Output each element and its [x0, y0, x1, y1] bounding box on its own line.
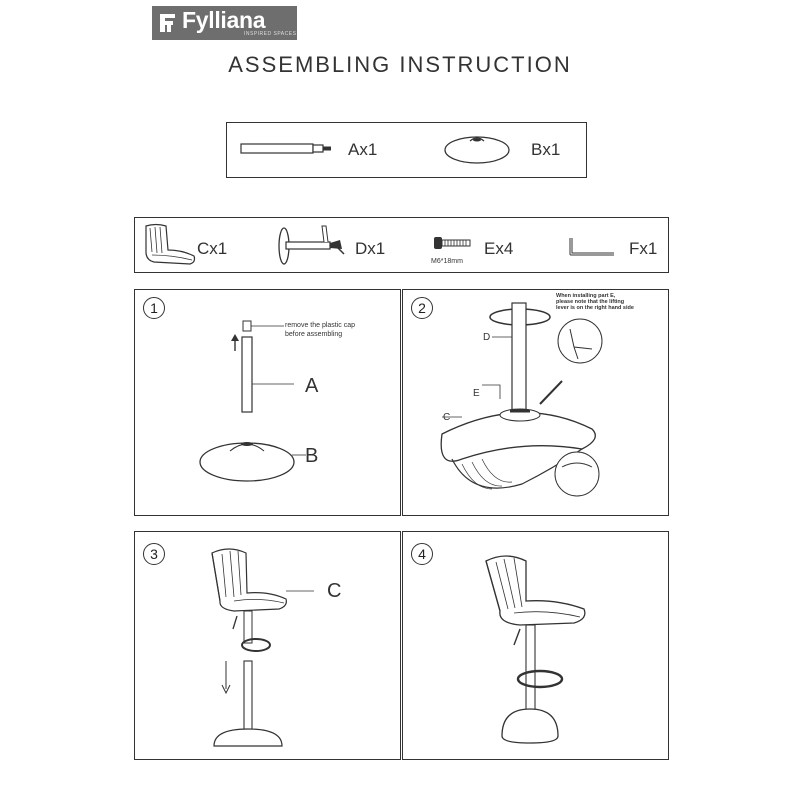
- page-title: ASSEMBLING INSTRUCTION: [228, 52, 572, 77]
- footrest-icon: [276, 222, 348, 268]
- step-2-label-d: D: [483, 332, 491, 343]
- part-f-label: Fx1: [629, 239, 658, 258]
- step-4-illustration: [402, 531, 667, 758]
- hex-key-icon: [568, 236, 618, 258]
- base-plate-icon: [442, 130, 512, 166]
- step-1-label-b: B: [305, 445, 319, 467]
- tube-icon: [240, 142, 335, 156]
- part-e-label: Ex4: [484, 239, 514, 258]
- brand-name: Fylliana: [182, 7, 266, 33]
- step-2-note: When installing part E, please note that the lifting lever is on the right hand side: [556, 293, 634, 311]
- step-1-number: 1: [143, 297, 165, 319]
- brand-logo: [152, 6, 297, 40]
- part-a-label: Ax1: [348, 140, 378, 159]
- screw-size-note: M6*18mm: [431, 258, 463, 265]
- step-2-label-c: C: [443, 412, 451, 423]
- step-3-number: 3: [143, 543, 165, 565]
- part-d-label: Dx1: [355, 239, 386, 258]
- step-1-illustration: [134, 289, 399, 514]
- part-c-label: Cx1: [197, 239, 228, 258]
- step-4-number: 4: [411, 543, 433, 565]
- logo-mark-icon: [158, 12, 178, 34]
- step-1-note: remove the plastic cap before assembling: [285, 322, 356, 338]
- step-2-label-e: E: [473, 388, 480, 399]
- part-b-label: Bx1: [531, 140, 561, 159]
- step-2-illustration: [402, 289, 667, 514]
- brand-tagline: INSPIRED SPACES: [244, 31, 297, 37]
- step-3-label-c: C: [327, 580, 342, 602]
- step-1-label-a: A: [305, 375, 319, 397]
- step-3-illustration: [134, 531, 399, 758]
- seat-icon: [140, 222, 198, 268]
- screw-icon: [433, 234, 473, 252]
- step-2-number: 2: [411, 297, 433, 319]
